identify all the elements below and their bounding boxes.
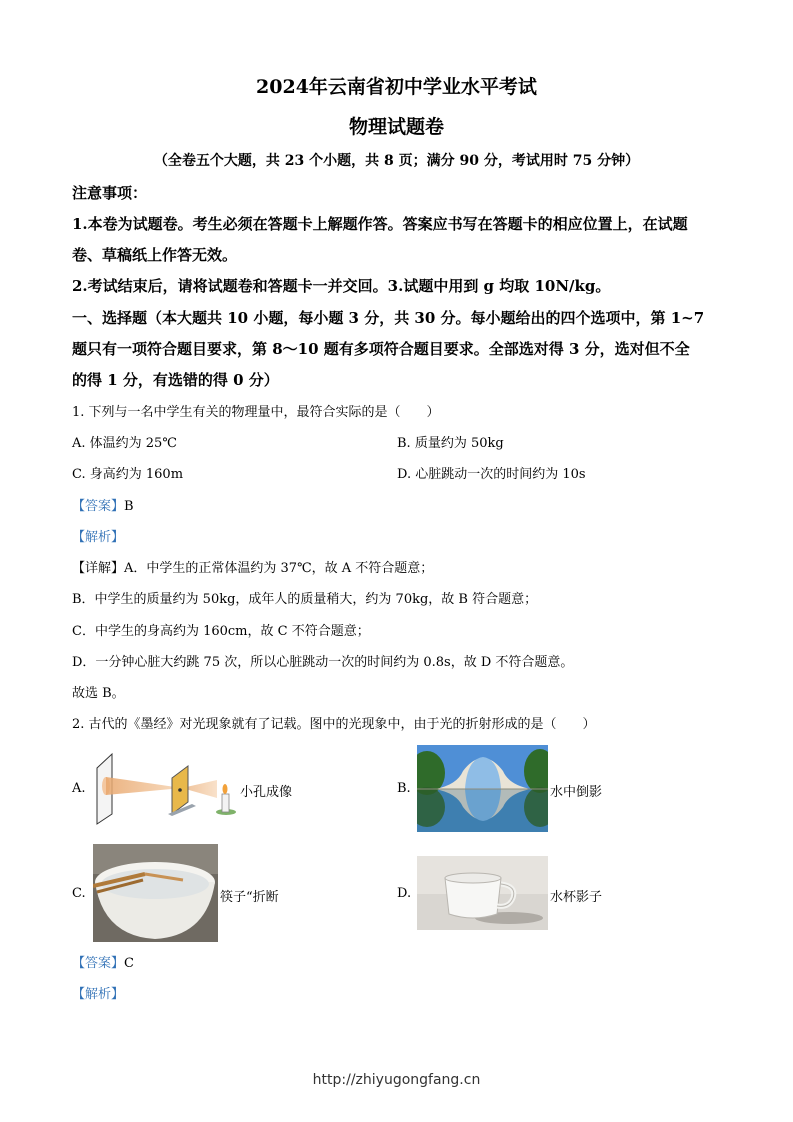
q2-answer: C <box>124 956 134 971</box>
q2-answer-line <box>72 952 134 971</box>
footer-url[interactable]: http://zhiyugongfang.cn <box>312 1072 481 1088</box>
q2-analysis-tag: 【解析】 <box>72 987 125 1002</box>
pinhole-imaging-figure <box>92 748 237 826</box>
q2-option-b-caption: 水中倒影 <box>550 785 603 800</box>
q2-stem: 2. 古代的《墨经》对光现象就有了记载。图中的光现象中，由于光的折射形成的是（ ） <box>72 717 596 732</box>
q2-option-c-caption: 筷子“折断 <box>220 890 279 905</box>
q1-detail-a-line <box>72 557 433 576</box>
q1-answer: B <box>124 499 134 514</box>
q1-option-b: B. 质量约为 50kg <box>397 436 504 451</box>
q1-stem: 1. 下列与一名中学生有关的物理量中，最符合实际的是（ ） <box>72 405 440 420</box>
bridge-reflection-photo <box>417 745 548 832</box>
q1-option-a: A. 体温约为 25℃ <box>72 436 177 451</box>
q1-detail-c: C．中学生的身高约为 160cm，故 C 不符合题意； <box>72 624 370 639</box>
q2-option-a-letter: A. <box>72 781 86 796</box>
exam-title: 2024年云南省初中学业水平考试 <box>256 76 537 98</box>
q1-detail-d: D．一分钟心脏大约跳 75 次，所以心脏跳动一次的时间约为 0.8s，故 D 不符合题意。 <box>72 655 574 670</box>
notice-heading: 注意事项： <box>72 184 148 202</box>
q2-option-c-letter: C. <box>72 886 86 901</box>
q1-conclusion: 故选 B。 <box>72 686 125 701</box>
q1-answer-line <box>72 495 134 514</box>
cup-shadow-photo <box>417 856 548 930</box>
q2-option-d-caption: 水杯影子 <box>550 890 603 905</box>
answer-tag: 【答案】 <box>72 499 125 514</box>
section-1-line-1: 一、选择题（本大题共 10 小题，每小题 3 分，共 30 分。每小题给出的四个选项中，第 1~7 <box>72 309 705 327</box>
q2-option-d-letter: D. <box>397 886 412 901</box>
exam-note: （全卷五个大题，共 23 个小题，共 8 页；满分 90 分，考试用时 75 分钟） <box>153 153 640 169</box>
detail-tag: 【详解】 <box>72 561 125 576</box>
exam-subtitle: 物理试题卷 <box>348 116 444 138</box>
q1-option-c: C. 身高约为 160m <box>72 467 184 482</box>
notice-line-2: 2.考试结束后，请将试题卷和答题卡一并交回。3.试题中用到 g 均取 10N/kg。 <box>72 277 611 295</box>
q1-detail-a: A．中学生的正常体温约为 37℃，故 A 不符合题意； <box>124 561 434 576</box>
q2-option-a-caption: 小孔成像 <box>240 785 293 800</box>
answer-tag: 【答案】 <box>72 956 125 971</box>
bent-chopsticks-photo <box>93 844 218 942</box>
section-1-line-3: 的得 1 分，有选错的得 0 分） <box>72 371 279 389</box>
q1-detail-b: B．中学生的质量约为 50kg，成年人的质量稍大，约为 70kg，故 B 符合题意； <box>72 592 538 607</box>
q2-option-b-letter: B. <box>397 781 411 796</box>
q1-analysis-tag: 【解析】 <box>72 530 125 545</box>
notice-line-1b: 卷、草稿纸上作答无效。 <box>72 246 238 264</box>
notice-line-1a: 1.本卷为试题卷。考生必须在答题卡上解题作答。答案应书写在答题卡的相应位置上，在试题 <box>72 215 688 233</box>
q1-option-d: D. 心脏跳动一次的时间约为 10s <box>397 467 586 482</box>
section-1-line-2: 题只有一项符合题目要求，第 8～10 题有多项符合题目要求。全部选对得 3 分，选对但不全 <box>72 340 690 358</box>
